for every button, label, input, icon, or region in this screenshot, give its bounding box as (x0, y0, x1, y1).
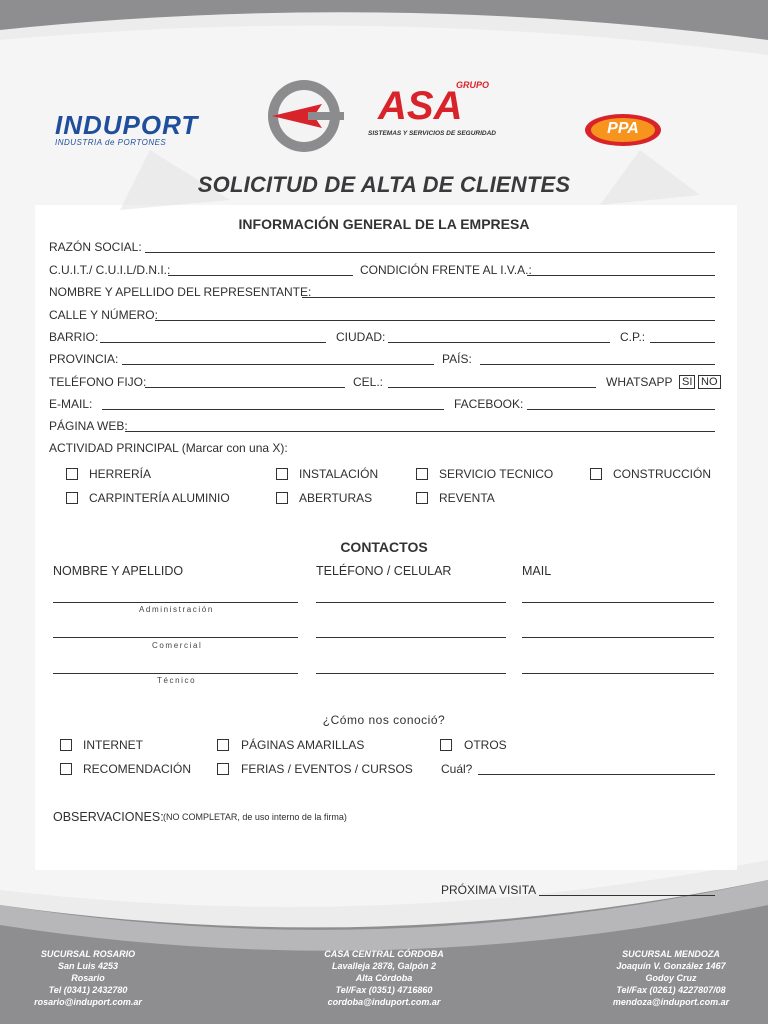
contact-row-tecnico: Técnico (157, 676, 197, 685)
proxima-visita-label: PRÓXIMA VISITA (441, 883, 537, 897)
razon-social-label: RAZÓN SOCIAL: (49, 240, 142, 254)
footer-mendoza-city: Godoy Cruz (645, 973, 697, 983)
herreria-label: HERRERÍA (89, 467, 152, 481)
construccion-label: CONSTRUCCIÓN (613, 467, 711, 481)
cp-label: C.P.: (620, 330, 646, 344)
otros-checkbox[interactable] (440, 739, 452, 751)
barrio-field[interactable] (100, 342, 326, 343)
contact-admin-name-field[interactable] (53, 602, 298, 603)
internet-checkbox[interactable] (60, 739, 72, 751)
cual-field[interactable] (478, 774, 715, 775)
representante-label: NOMBRE Y APELLIDO DEL REPRESENTANTE: (49, 285, 312, 299)
pagina-web-label: PÁGINA WEB: (49, 419, 128, 433)
contact-tecnico-mail-field[interactable] (522, 673, 714, 674)
cuit-field[interactable] (168, 275, 353, 276)
pagina-web-field[interactable] (125, 431, 715, 432)
reventa-label: REVENTA (439, 491, 495, 505)
ppa-logo-text: PPA (607, 120, 639, 137)
contacts-phone-header: TELÉFONO / CELULAR (316, 564, 452, 578)
email-field[interactable] (102, 409, 444, 410)
contact-row-administracion: Administración (139, 605, 214, 614)
source-question: ¿Cómo nos conoció? (322, 713, 446, 727)
footer-rosario-address: San Luis 4253 (57, 961, 119, 971)
representante-field[interactable] (302, 297, 715, 298)
induport-logo-text: INDUPORT (55, 110, 199, 140)
contact-comercial-mail-field[interactable] (522, 637, 714, 638)
ciudad-field[interactable] (388, 342, 610, 343)
footer-cordoba-city: Alta Córdoba (355, 973, 413, 983)
contacts-name-header: NOMBRE Y APELLIDO (53, 564, 184, 578)
contact-comercial-phone-field[interactable] (316, 637, 506, 638)
footer-rosario-title: SUCURSAL ROSARIO (40, 949, 136, 959)
induport-logo (55, 112, 205, 152)
aberturas-checkbox[interactable] (276, 492, 288, 504)
condicion-iva-field[interactable] (527, 275, 715, 276)
cual-label: Cuál? (441, 762, 473, 776)
email-label: E-MAIL: (49, 397, 93, 411)
asa-logo (368, 80, 508, 142)
contact-comercial-name-field[interactable] (53, 637, 298, 638)
whatsapp-si-option[interactable]: SI (679, 375, 695, 389)
ferias-eventos-label: FERIAS / EVENTOS / CURSOS (241, 762, 413, 776)
pais-field[interactable] (480, 364, 715, 365)
contact-admin-phone-field[interactable] (316, 602, 506, 603)
footer-rosario (0, 948, 188, 1008)
facebook-field[interactable] (527, 409, 715, 410)
pais-label: PAÍS: (442, 352, 472, 366)
instalacion-label: INSTALACIÓN (299, 467, 379, 481)
provincia-label: PROVINCIA: (49, 352, 119, 366)
asa-logo-text: ASA (378, 84, 463, 128)
asa-logo-subtitle: SISTEMAS Y SERVICIOS DE SEGURIDAD (368, 130, 496, 137)
construccion-checkbox[interactable] (590, 468, 602, 480)
internet-label: INTERNET (83, 738, 143, 752)
cuit-label: C.U.I.T./ C.U.I.L/D.N.I.: (49, 263, 171, 277)
calle-field[interactable] (155, 320, 715, 321)
footer-cordoba-address: Lavalleja 2878, Galpón 2 (331, 961, 437, 971)
footer-mendoza-title: SUCURSAL MENDOZA (622, 949, 720, 959)
footer-cordoba-title: CASA CENTRAL CÓRDOBA (324, 949, 444, 959)
footer-cordoba-email[interactable]: cordoba@induport.com.ar (327, 997, 441, 1007)
footer-mendoza-address: Joaquín V. González 1467 (616, 961, 726, 971)
footer-cordoba (284, 948, 484, 1008)
razon-social-field[interactable] (145, 252, 715, 253)
telefono-fijo-field[interactable] (145, 387, 345, 388)
asa-grupo-label: GRUPO (456, 80, 490, 90)
cp-field[interactable] (650, 342, 715, 343)
cel-field[interactable] (388, 387, 596, 388)
footer-mendoza-phone: Tel/Fax (0261) 4227807/08 (616, 985, 726, 995)
recomendacion-label: RECOMENDACIÓN (83, 762, 192, 776)
page-title: SOLICITUD DE ALTA DE CLIENTES (197, 172, 571, 197)
observaciones-note: (NO COMPLETAR, de uso interno de la firma) (163, 812, 347, 822)
ciudad-label: CIUDAD: (336, 330, 386, 344)
footer-rosario-email[interactable]: rosario@induport.com.ar (34, 997, 142, 1007)
contact-tecnico-name-field[interactable] (53, 673, 298, 674)
facebook-label: FACEBOOK: (454, 397, 524, 411)
proxima-visita-field[interactable] (539, 895, 715, 896)
provincia-field[interactable] (122, 364, 434, 365)
contacts-mail-header: MAIL (522, 564, 552, 578)
contact-admin-mail-field[interactable] (522, 602, 714, 603)
aberturas-label: ABERTURAS (299, 491, 373, 505)
cel-label: CEL.: (353, 375, 384, 389)
ferias-eventos-checkbox[interactable] (217, 763, 229, 775)
grupo-emblem-logo (264, 76, 344, 156)
footer-mendoza (571, 948, 768, 1008)
observaciones-label: OBSERVACIONES: (53, 810, 164, 824)
general-info-heading: INFORMACIÓN GENERAL DE LA EMPRESA (238, 216, 530, 232)
barrio-label: BARRIO: (49, 330, 99, 344)
carpinteria-aluminio-label: CARPINTERÍA ALUMINIO (89, 491, 230, 505)
servicio-tecnico-label: SERVICIO TECNICO (439, 467, 554, 481)
paginas-amarillas-checkbox[interactable] (217, 739, 229, 751)
footer-mendoza-email[interactable]: mendoza@induport.com.ar (612, 997, 730, 1007)
actividad-label: ACTIVIDAD PRINCIPAL (Marcar con una X): (49, 441, 288, 455)
contacts-heading: CONTACTOS (340, 539, 428, 555)
calle-label: CALLE Y NÚMERO: (49, 308, 158, 322)
carpinteria-aluminio-checkbox[interactable] (66, 492, 78, 504)
otros-label: OTROS (464, 738, 507, 752)
recomendacion-checkbox[interactable] (60, 763, 72, 775)
footer-cordoba-phone: Tel/Fax (0351) 4716860 (335, 985, 433, 995)
instalacion-checkbox[interactable] (276, 468, 288, 480)
footer-rosario-phone: Tel (0341) 2432780 (48, 985, 128, 995)
reventa-checkbox[interactable] (416, 492, 428, 504)
herreria-checkbox[interactable] (66, 468, 78, 480)
condicion-iva-label: CONDICIÓN FRENTE AL I.V.A.: (360, 263, 532, 277)
footer-rosario-city: Rosario (71, 973, 105, 983)
ppa-logo (584, 112, 662, 148)
telefono-fijo-label: TELÉFONO FIJO: (49, 375, 147, 389)
paginas-amarillas-label: PÁGINAS AMARILLAS (241, 738, 365, 752)
contact-row-comercial: Comercial (152, 641, 203, 650)
servicio-tecnico-checkbox[interactable] (416, 468, 428, 480)
whatsapp-label: WHATSAPP (606, 375, 673, 389)
whatsapp-no-option[interactable]: NO (698, 375, 721, 389)
contact-tecnico-phone-field[interactable] (316, 673, 506, 674)
induport-logo-subtitle: INDUSTRIA de PORTONES (55, 138, 167, 147)
